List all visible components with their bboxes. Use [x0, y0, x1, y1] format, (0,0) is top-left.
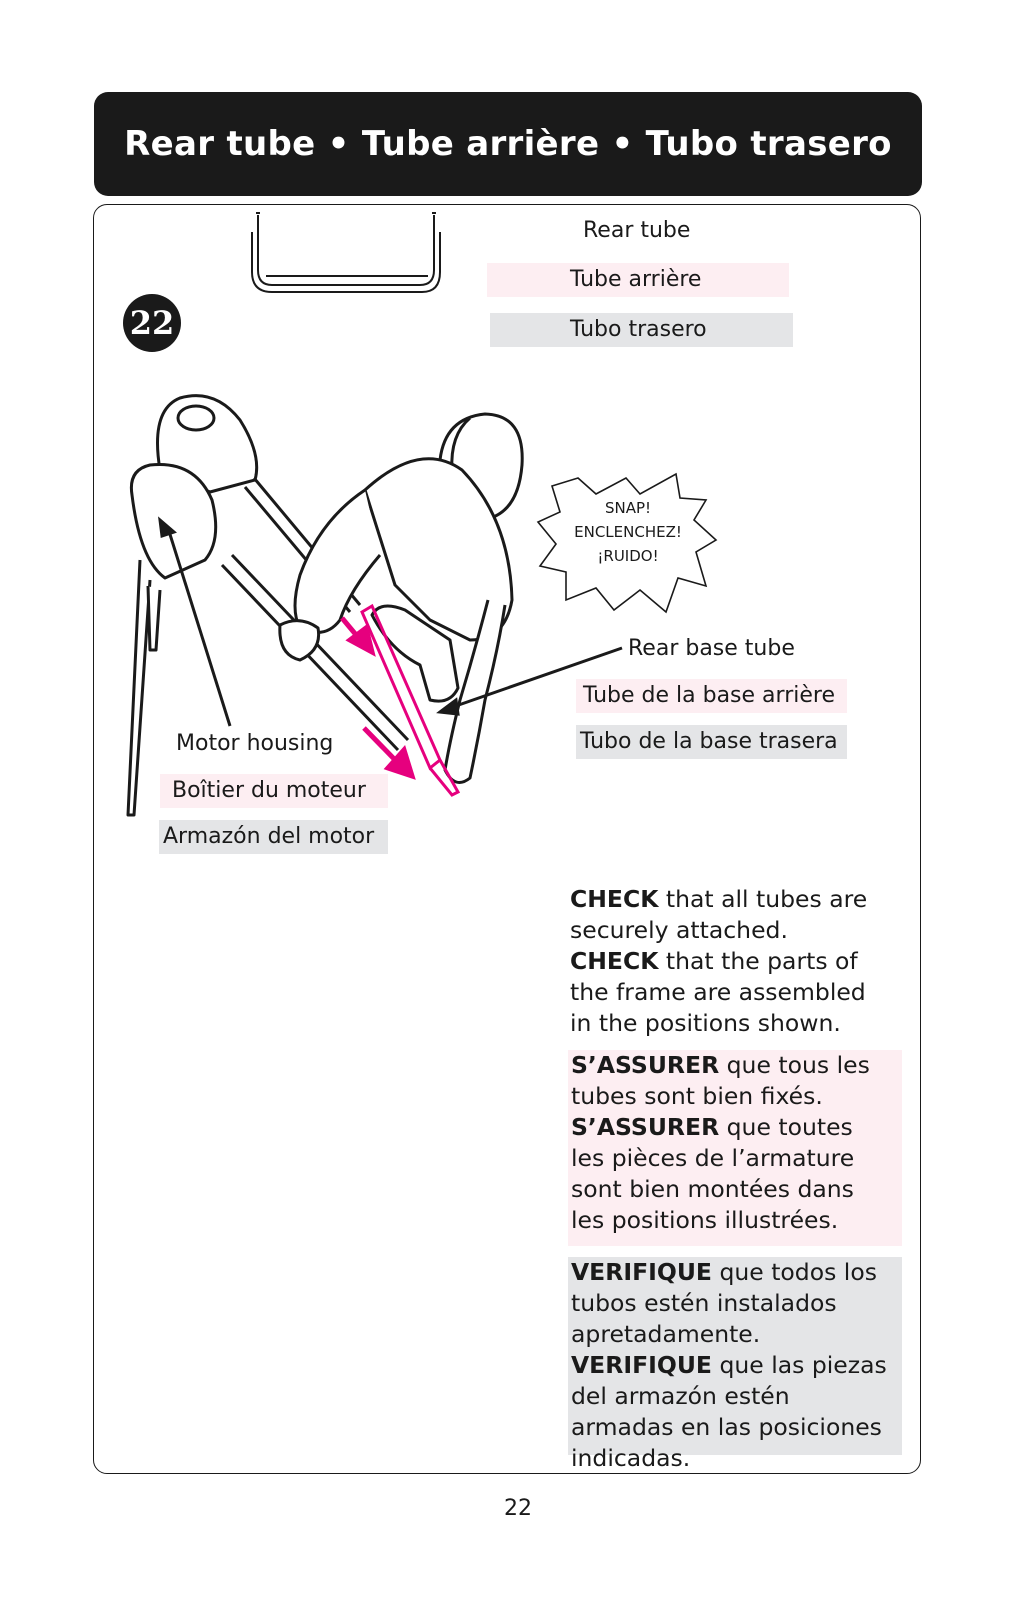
check-text-1: that all tubes are securely attached. [570, 885, 868, 944]
snap-line-es: ¡RUIDO! [597, 547, 659, 565]
verifique-text-2: que las piezas del armazón estén armadas en las posiciones indicadas. [571, 1351, 887, 1472]
verifique-bold-2: VERIFIQUE [571, 1351, 712, 1379]
rear-tube-label-fr: Tube arrière [487, 263, 789, 297]
motor-housing-label-en: Motor housing [176, 731, 334, 756]
rear-base-tube-label-es: Tubo de la base trasera [576, 725, 847, 759]
check-bold-1: CHECK [570, 885, 659, 913]
instructions-es [568, 1257, 902, 1472]
motor-housing-label-es: Armazón del motor [159, 820, 388, 854]
sassurer-text-2: que toutes les pièces de l’armature sont bien montées dans les positions illustrées. [571, 1113, 855, 1234]
rear-tube-label-en: Rear tube [583, 218, 691, 243]
rear-tube-label-es: Tubo trasero [490, 313, 793, 347]
instructions-en [570, 884, 880, 1039]
check-bold-2: CHECK [570, 947, 659, 975]
verifique-text-1: que todos los tubos estén instalados apretadamente. [571, 1258, 877, 1348]
snap-line-en: SNAP! [604, 499, 652, 517]
snap-line-fr: ENCLENCHEZ! [574, 523, 682, 541]
step-number-badge: 22 [123, 294, 181, 352]
sassurer-bold-2: S’ASSURER [571, 1113, 720, 1141]
section-title: Rear tube • Tube arrière • Tubo trasero [124, 124, 892, 164]
rear-tube-drawing [252, 213, 440, 292]
motor-housing-label-fr: Boîtier du moteur [160, 774, 388, 808]
sassurer-bold-1: S’ASSURER [571, 1051, 720, 1079]
snap-text [548, 496, 708, 568]
sassurer-text-1: que tous les tubes sont bien fixés. [571, 1051, 870, 1110]
instructions-fr [568, 1050, 902, 1246]
verifique-bold-1: VERIFIQUE [571, 1258, 712, 1286]
rear-base-tube-label-fr: Tube de la base arrière [576, 679, 847, 713]
check-text-2: that the parts of the frame are assembled in the positions shown. [570, 947, 866, 1037]
rear-base-tube-label-en: Rear base tube [628, 636, 795, 661]
page-number: 22 [504, 1496, 532, 1521]
